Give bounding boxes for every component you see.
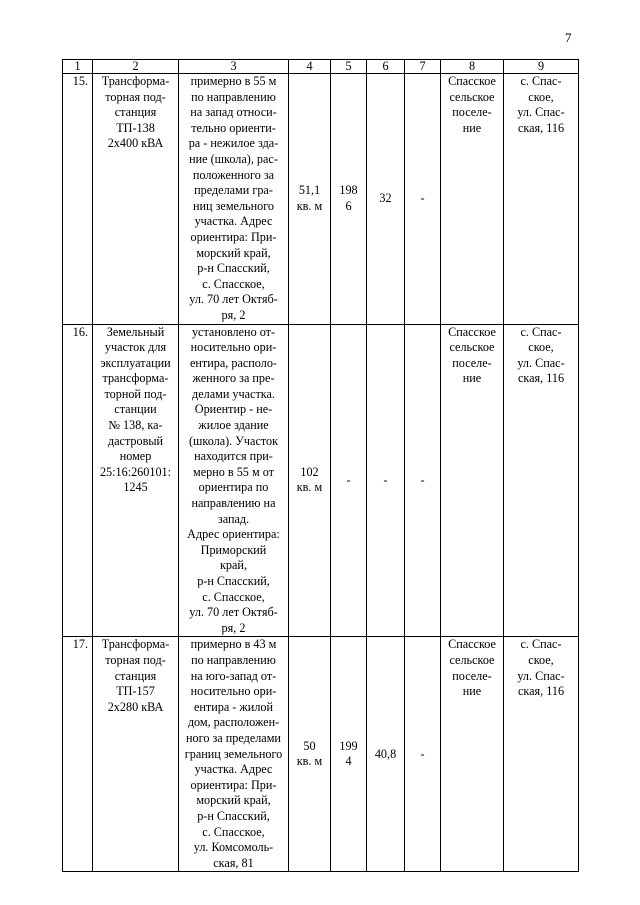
location-text: с. Спасское, [202,589,265,604]
address-text: ское, [528,340,554,355]
name-text: станция [114,105,157,120]
column-number-header: 1 [63,60,93,74]
location-text: Ориентир - не- [194,402,273,417]
c6-cell: - [367,324,405,637]
name-text: торной под- [104,386,167,401]
address-text: ское, [528,652,554,667]
address-cell [504,637,579,872]
location-cell [179,637,289,872]
name-cell [93,637,179,872]
name-text: Трансформа- [101,74,170,88]
area-text: 51,1 [298,183,321,198]
location-text: носительно ори- [190,340,277,355]
location-text: примерно в 55 м [190,74,277,88]
location-text: ул. 70 лет Октяб- [189,292,278,307]
location-text: ориентира по [198,480,269,495]
location-text: с. Спасское, [202,276,265,291]
location-text: Адрес ориентира: [187,527,280,542]
address-text: с. Спас- [520,74,562,88]
address-text: ул. Спас- [517,355,565,370]
address-text: с. Спас- [520,637,562,652]
year-text: 6 [345,198,352,213]
owner-text: Спасское [448,637,496,652]
location-text: положенного за [192,167,275,182]
location-text: границ земельного [184,746,283,761]
table-row [63,324,579,637]
location-text: ниц земельного [192,198,274,213]
location-text: ентира, располо- [190,355,277,370]
name-text: торная под- [105,652,166,667]
owner-text: сельское [449,89,495,104]
name-cell [93,324,179,637]
location-text: ориентира: При- [190,777,277,792]
location-text: делами участка. [192,386,275,401]
location-text: дом, расположен- [187,715,280,730]
name-text: станция [114,668,157,683]
name-text: 2х400 кВА [107,136,164,151]
property-registry-table [62,59,579,872]
num-cell: 17. [63,637,93,872]
name-text: трансформа- [102,371,169,386]
area-cell [289,74,331,325]
c7-cell: - [405,637,441,872]
owner-cell [441,324,504,637]
year-cell [331,74,367,325]
location-text: Приморский [200,542,267,557]
column-number-header: 6 [367,60,405,74]
area-text: 102 [300,464,319,479]
location-text: ря, 2 [221,620,246,635]
location-text: ул. Комсомоль- [193,840,274,855]
owner-text: Спасское [448,324,496,339]
area-text: кв. м [296,754,323,769]
name-text: 2х280 кВА [107,699,164,714]
year-text: - [346,472,351,487]
location-cell [179,324,289,637]
owner-text: сельское [449,652,495,667]
page-number: 7 [565,30,572,45]
location-text: жилое здание [198,418,269,433]
owner-text: ние [462,684,482,699]
table-row [63,637,579,872]
location-text: морский край, [196,245,271,260]
num-cell: 15. [63,74,93,325]
location-text: р-н Спасский, [197,574,270,588]
address-text: ул. Спас- [517,668,565,683]
address-cell [504,74,579,325]
c6-cell: 32 [367,74,405,325]
location-text: ентира - жилой [193,699,274,714]
location-text: по направлению [191,89,276,104]
area-text: кв. м [296,480,323,495]
owner-text: ние [462,371,482,386]
location-text: ориентира: При- [190,229,277,244]
owner-text: поселе- [452,355,492,370]
location-text: р-н Спасский, [197,261,270,276]
name-cell [93,74,179,325]
location-text: край, [220,558,247,573]
location-text: ного за пределами [186,730,281,745]
location-text: морский край, [196,793,271,808]
location-text: ря, 2 [221,307,246,322]
name-text: Трансформа- [101,637,170,652]
owner-cell [441,637,504,872]
location-text: с. Спасское, [202,824,265,839]
location-text: (школа). Участок [188,433,279,448]
name-text: ТП-157 [116,684,155,699]
owner-text: поселе- [452,105,492,120]
year-cell [331,324,367,637]
location-text: р-н Спасский, [197,808,270,823]
column-number-header: 7 [405,60,441,74]
name-text: № 138, ка- [108,418,163,433]
location-text: участка. Адрес [194,214,273,229]
owner-text: ние [462,120,482,135]
c7-cell: - [405,74,441,325]
column-number-header: 8 [441,60,504,74]
year-text: 4 [345,754,352,769]
address-text: ская, 116 [517,371,565,386]
column-number-header: 5 [331,60,367,74]
table-row [63,74,579,325]
location-cell [179,74,289,325]
location-text: на запад относи- [190,105,277,120]
location-text: ние (школа), рас- [189,151,278,166]
location-text: на юго-запад от- [190,668,277,683]
area-text: 50 [303,738,316,753]
name-text: Земельный [106,324,165,339]
location-text: ул. 70 лет Октяб- [189,605,278,620]
address-text: ская, 116 [517,684,565,699]
header-row [63,60,579,74]
name-text: дастровый [107,433,164,448]
year-text: 199 [339,738,358,753]
year-text: 198 [339,183,358,198]
location-text: участка. Адрес [194,762,273,777]
location-text: мерно в 55 м от [193,464,274,479]
num-cell: 16. [63,324,93,637]
location-text: находится при- [194,449,273,464]
column-number-header: 2 [93,60,179,74]
area-text: кв. м [296,198,323,213]
name-text: торная под- [105,89,166,104]
address-text: ул. Спас- [517,105,565,120]
owner-text: поселе- [452,668,492,683]
address-cell [504,324,579,637]
c6-cell: 40,8 [367,637,405,872]
location-text: женного за пре- [192,371,275,386]
owner-cell [441,74,504,325]
name-text: эксплуатации [100,355,171,370]
location-text: запад. [217,511,250,526]
name-text: участок для [104,340,167,355]
c7-cell: - [405,324,441,637]
address-text: с. Спас- [520,324,562,339]
location-text: по направлению [191,652,276,667]
column-number-header: 9 [504,60,579,74]
area-cell [289,637,331,872]
location-text: ра - нежилое зда- [188,136,279,151]
name-text: станции [114,402,157,417]
area-cell [289,324,331,637]
location-text: ская, 81 [213,855,254,870]
location-text: установлено от- [191,324,276,339]
column-number-header: 3 [179,60,289,74]
name-text: 25:16:260101: [99,464,172,479]
year-cell [331,637,367,872]
location-text: направлению на [191,496,276,511]
location-text: пределами гра- [194,183,273,198]
name-text: ТП-138 [116,120,155,135]
address-text: ская, 116 [517,120,565,135]
name-text: номер [119,449,152,464]
address-text: ское, [528,89,554,104]
location-text: носительно ори- [190,684,277,699]
location-text: примерно в 43 м [190,637,277,652]
location-text: тельно ориенти- [191,120,276,135]
owner-text: Спасское [448,74,496,88]
owner-text: сельское [449,340,495,355]
column-number-header: 4 [289,60,331,74]
name-text: 1245 [123,480,148,495]
